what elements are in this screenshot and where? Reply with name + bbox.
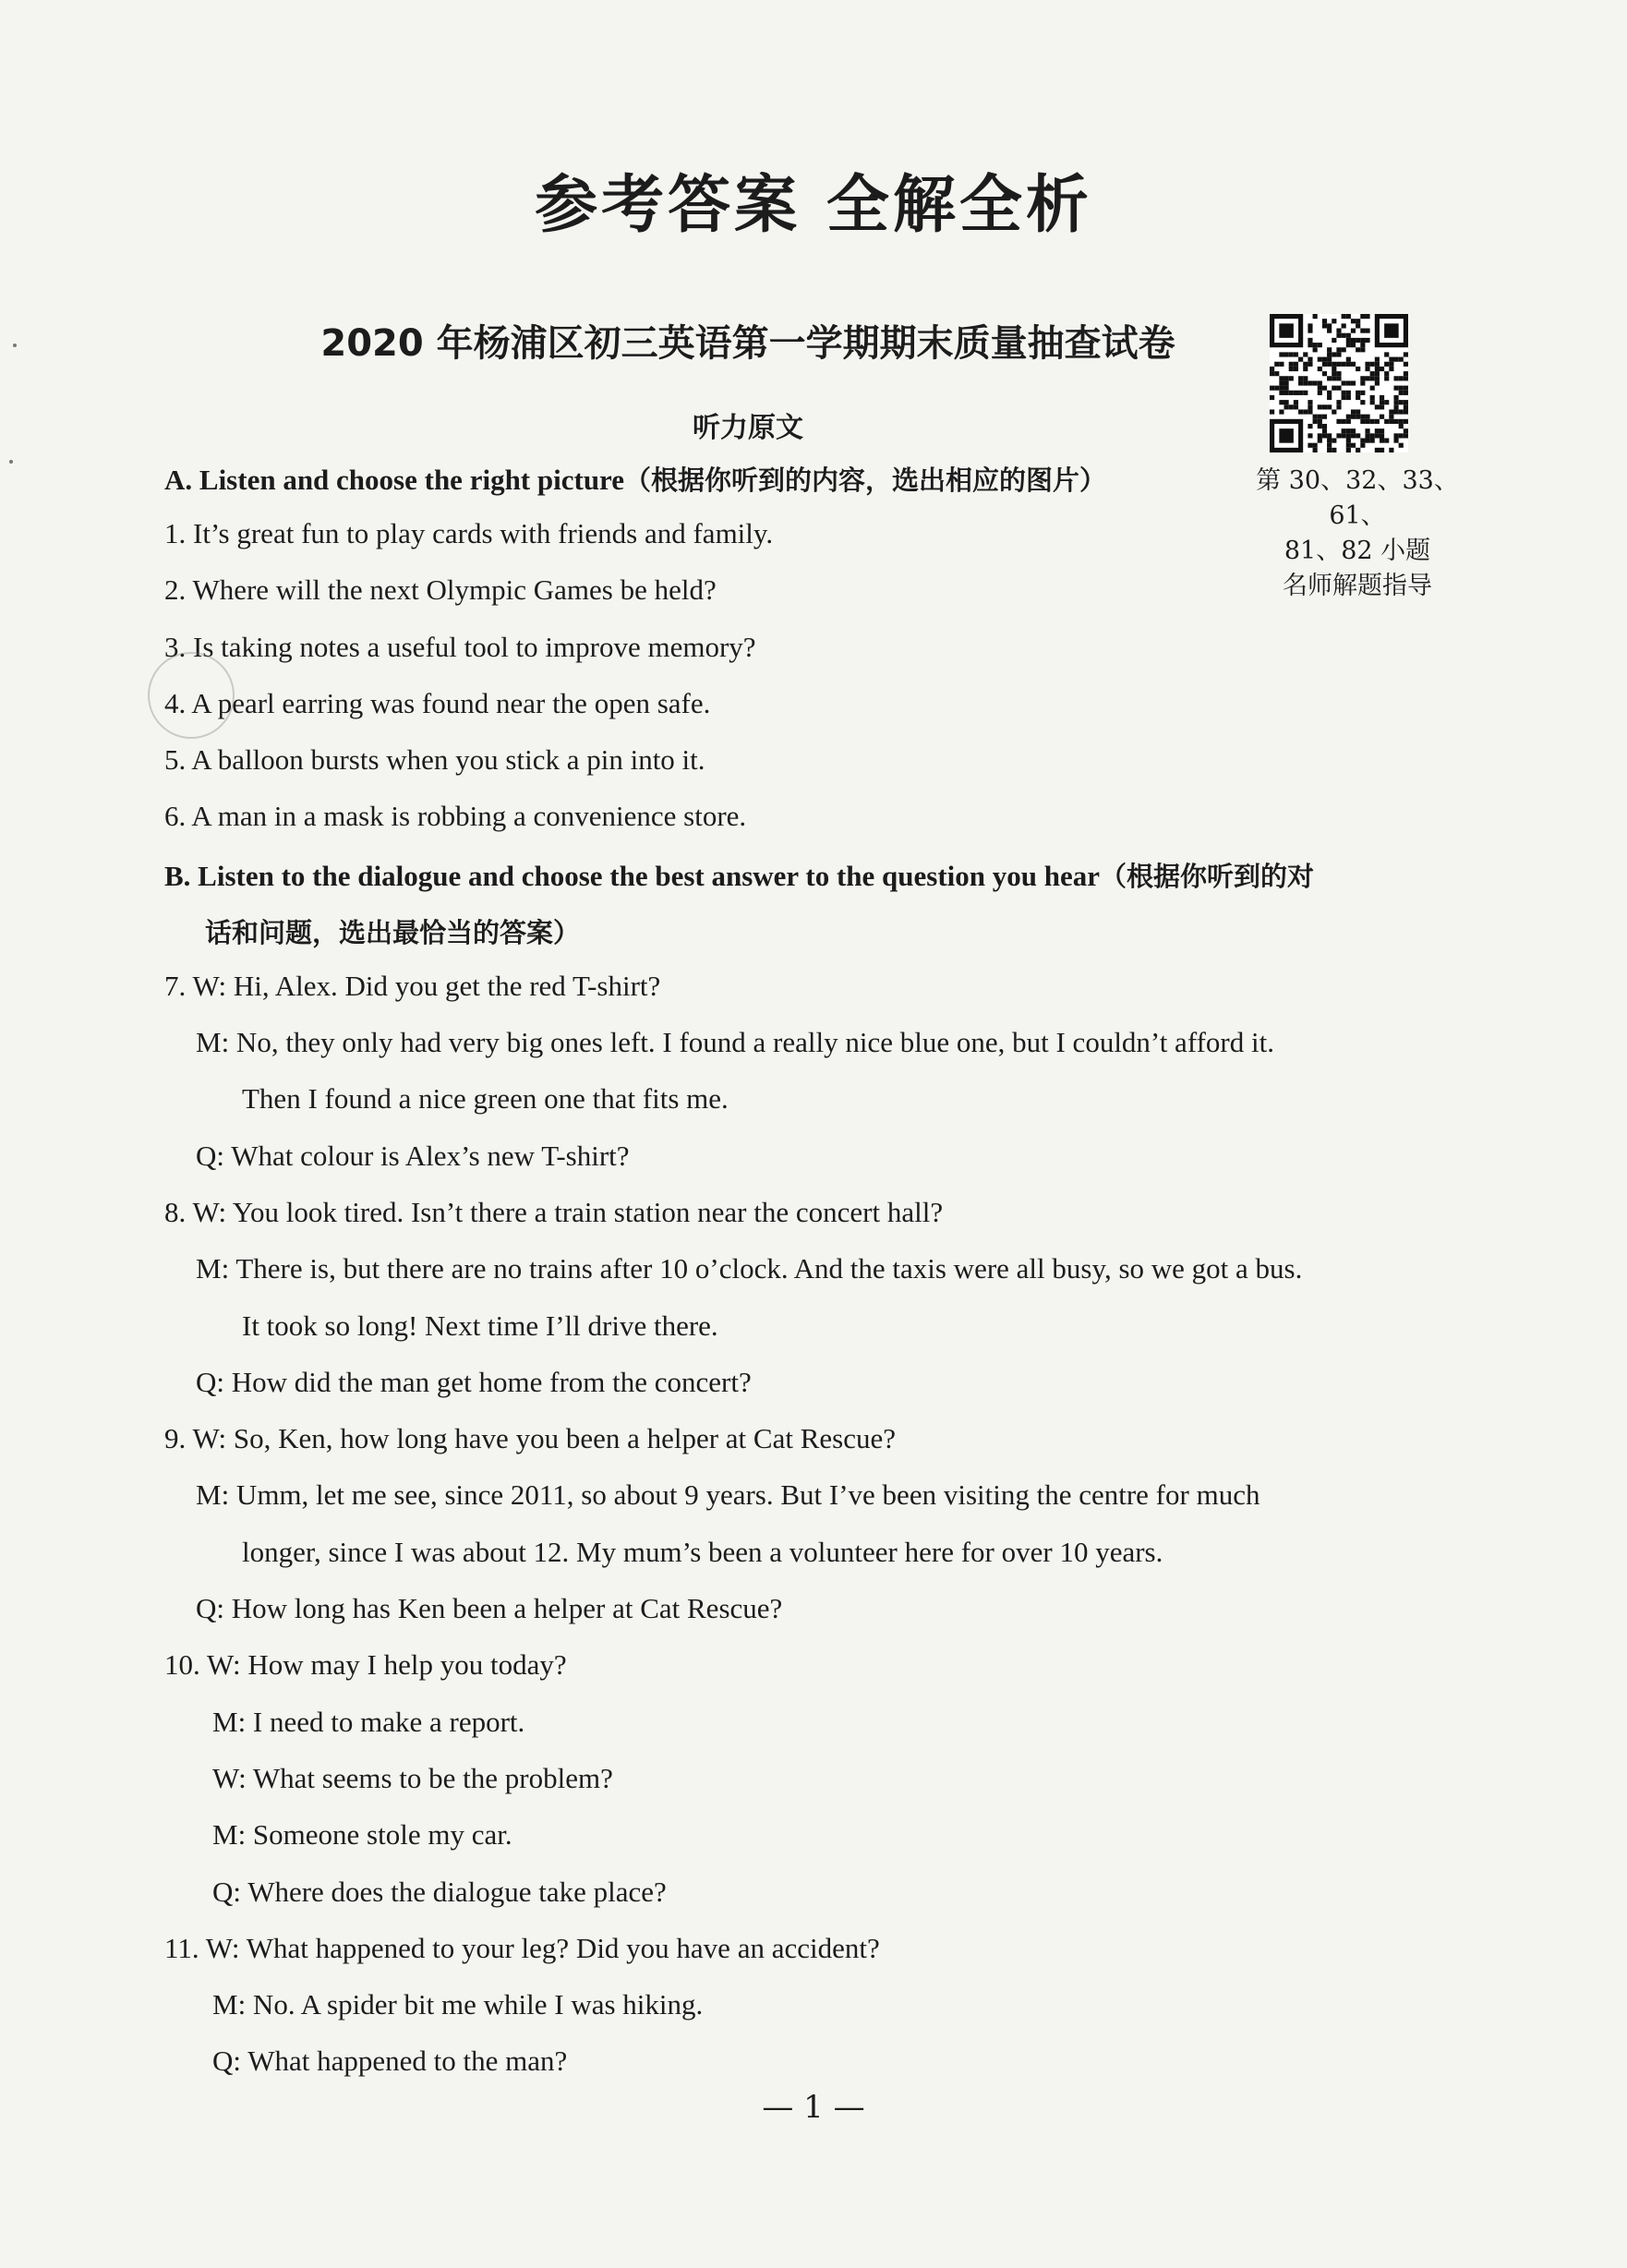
qr-caption-line: 名师解题指导 bbox=[1283, 572, 1432, 600]
transcript-line: 3. Is taking notes a useful tool to improve memory? bbox=[164, 631, 756, 663]
transcript-line: 8. W: You look tired. Isn’t there a train station near the concert hall? bbox=[164, 1196, 944, 1228]
transcript-line: M: I need to make a report. bbox=[212, 1706, 525, 1738]
transcript-line: 10. W: How may I help you today? bbox=[164, 1648, 567, 1681]
section-a-instruction: （根据你听到的内容，选出相应的图片） bbox=[624, 464, 1107, 496]
scan-speck bbox=[13, 344, 17, 347]
transcript-line: 1. It’s great fun to play cards with friends and family. bbox=[164, 517, 774, 549]
transcript-line: 2. Where will the next Olympic Games be held? bbox=[164, 573, 717, 606]
transcript-line: 4. A pearl earring was found near the open safe. bbox=[164, 687, 711, 719]
section-a-heading bbox=[164, 460, 1106, 498]
transcript-line: M: Umm, let me see, since 2011, so about 9 years. But I’ve been visiting the centre for much bbox=[196, 1478, 1260, 1511]
transcript-line: 6. A man in a mask is robbing a convenience store. bbox=[164, 800, 747, 832]
transcript-line: W: What seems to be the problem? bbox=[212, 1762, 613, 1794]
transcript-line: M: No. A spider bit me while I was hiking. bbox=[212, 1988, 704, 2021]
transcript-line: Q: How did the man get home from the concert? bbox=[196, 1366, 752, 1398]
transcript-line: longer, since I was about 12. My mum’s been a volunteer here for over 10 years. bbox=[242, 1536, 1163, 1568]
transcript-line: Then I found a nice green one that fits me. bbox=[242, 1082, 729, 1115]
page-main-title: 参考答案 全解全析 bbox=[535, 168, 1092, 242]
qr-caption-line: 第 30、32、33、61、 bbox=[1256, 466, 1459, 530]
section-b-heading bbox=[164, 856, 1314, 894]
section-b-instruction: （根据你听到的对 bbox=[1100, 861, 1315, 892]
transcript-line: 11. W: What happened to your leg? Did you have an accident? bbox=[164, 1932, 880, 1964]
transcript-line: M: No, they only had very big ones left. I found a really nice blue one, but I couldn’t afford it. bbox=[196, 1026, 1274, 1058]
transcript-line: M: There is, but there are no trains after 10 o’clock. And the taxis were all busy, so we got a bus. bbox=[196, 1252, 1303, 1285]
section-b-label: B. Listen to the dialogue and choose the best answer to the question you hear bbox=[164, 860, 1101, 892]
qr-caption-line: 81、82 小题 bbox=[1284, 537, 1431, 565]
transcript-line: Q: What happened to the man? bbox=[212, 2045, 568, 2077]
transcript-line: 9. W: So, Ken, how long have you been a helper at Cat Rescue? bbox=[164, 1422, 896, 1454]
section-b-instruction-cont: 话和问题，选出最恰当的答案） bbox=[205, 917, 581, 948]
transcript-line: 5. A balloon bursts when you stick a pin into it. bbox=[164, 743, 705, 776]
qr-caption bbox=[1242, 464, 1473, 604]
transcript-line: Q: How long has Ken been a helper at Cat Rescue? bbox=[196, 1592, 783, 1624]
transcript-line: Q: What colour is Alex’s new T-shirt? bbox=[196, 1140, 630, 1172]
section-subtitle: 听力原文 bbox=[693, 412, 803, 444]
transcript-line: M: Someone stole my car. bbox=[212, 1818, 512, 1851]
transcript-line: It took so long! Next time I’ll drive there. bbox=[242, 1309, 718, 1342]
page-number: — 1 — bbox=[762, 2089, 865, 2126]
section-a-label: A. Listen and choose the right picture bbox=[164, 464, 625, 496]
transcript-line: Q: Where does the dialogue take place? bbox=[212, 1876, 667, 1908]
exam-title: 2020 年杨浦区初三英语第一学期期末质量抽查试卷 bbox=[320, 322, 1175, 365]
qr-code-icon[interactable] bbox=[1270, 314, 1408, 452]
transcript-line: 7. W: Hi, Alex. Did you get the red T-shirt? bbox=[164, 970, 661, 1002]
scan-speck bbox=[9, 460, 13, 464]
